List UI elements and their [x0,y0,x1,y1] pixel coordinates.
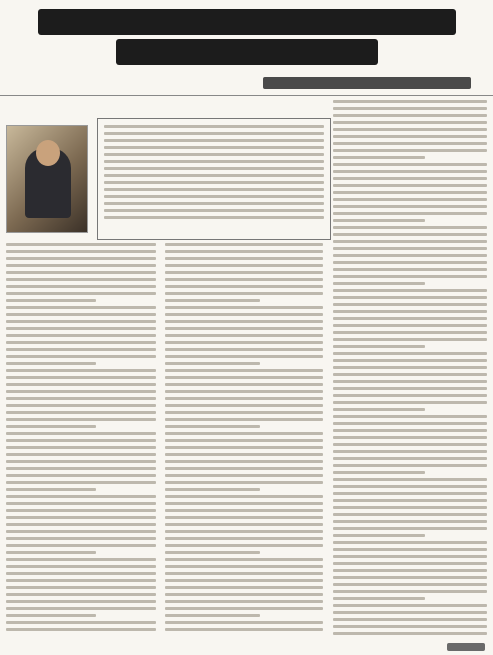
text-line [165,320,323,323]
text-line [165,481,323,484]
text-line [333,212,487,215]
text-line [165,355,323,358]
column-3 [333,100,487,639]
text-line [6,474,156,477]
text-line [165,530,323,533]
headline-line-1 [38,9,456,35]
text-line [165,425,260,428]
text-line [6,607,156,610]
text-line [165,516,323,519]
text-line [333,233,487,236]
text-line [333,387,487,390]
headline [0,6,493,68]
text-line [333,618,487,621]
text-line [333,520,487,523]
text-line [6,278,156,281]
text-line [165,299,260,302]
text-line [333,121,487,124]
text-line [333,527,487,530]
text-line [333,548,487,551]
text-line [6,446,156,449]
text-line [6,327,156,330]
text-line [333,492,487,495]
text-line [333,590,487,593]
text-line [6,544,156,547]
text-line [333,324,487,327]
text-line [333,107,487,110]
person-face [36,140,60,166]
text-line [6,488,96,491]
text-line [333,401,487,404]
text-line [165,341,323,344]
text-line [333,135,487,138]
text-line [333,359,487,362]
text-line [333,373,487,376]
text-line [333,352,487,355]
text-line [333,219,425,222]
info-line [104,153,324,156]
text-line [333,268,487,271]
text-line [6,565,156,568]
text-line [333,408,425,411]
text-line [6,320,156,323]
text-line [165,502,323,505]
text-line [165,495,323,498]
text-line [333,457,487,460]
text-line [165,579,323,582]
text-line [6,530,156,533]
text-line [6,439,156,442]
text-line [333,443,487,446]
text-line [165,313,323,316]
text-line [333,177,487,180]
text-line [333,205,487,208]
text-line [333,380,487,383]
text-line [6,453,156,456]
text-line [6,467,156,470]
text-line [333,534,425,537]
text-line [6,390,156,393]
text-line [333,576,487,579]
text-line [333,562,487,565]
text-line [6,257,156,260]
text-line [333,100,487,103]
text-line [6,537,156,540]
text-line [6,376,156,379]
info-line [104,132,324,135]
text-line [165,558,323,561]
text-line [333,583,487,586]
text-line [165,306,323,309]
header-rule [0,95,493,96]
text-line [333,289,487,292]
text-line [333,282,425,285]
text-line [165,509,323,512]
text-line [165,593,323,596]
info-line [104,181,324,184]
text-line [333,415,487,418]
text-line [6,264,156,267]
text-line [6,621,156,624]
text-line [165,467,323,470]
text-line [333,394,487,397]
text-line [165,446,323,449]
text-line [333,506,487,509]
text-line [333,611,487,614]
text-line [165,572,323,575]
text-line [165,285,323,288]
interview-info-box [97,118,331,240]
text-line [165,257,323,260]
text-line [333,254,487,257]
text-line [333,149,487,152]
text-line [6,516,156,519]
info-line [104,167,324,170]
text-line [165,390,323,393]
text-line [6,341,156,344]
text-line [333,513,487,516]
text-line [165,614,260,617]
text-line [6,600,156,603]
text-line [6,313,156,316]
text-line [333,275,487,278]
headline-line-2 [116,39,378,65]
text-line [333,436,487,439]
text-line [165,348,323,351]
text-line [6,397,156,400]
text-line [6,551,96,554]
text-line [6,579,156,582]
text-line [165,418,323,421]
text-line [6,523,156,526]
text-line [333,555,487,558]
text-line [6,614,96,617]
info-line [104,188,324,191]
text-line [333,261,487,264]
text-line [165,621,323,624]
info-line [104,139,324,142]
text-line [333,569,487,572]
text-line [165,460,323,463]
text-line [333,478,487,481]
text-line [6,586,156,589]
text-line [333,310,487,313]
text-line [165,439,323,442]
text-line [333,485,487,488]
text-line [6,362,96,365]
text-line [165,600,323,603]
text-line [333,331,487,334]
text-line [165,404,323,407]
text-line [165,551,260,554]
text-line [333,184,487,187]
text-line [333,422,487,425]
text-line [6,306,156,309]
text-line [333,170,487,173]
text-line [6,250,156,253]
text-line [333,429,487,432]
text-line [6,460,156,463]
text-line [165,432,323,435]
text-line [333,625,487,628]
text-line [6,369,156,372]
info-line [104,202,324,205]
text-line [6,628,156,631]
text-line [165,537,323,540]
text-line [6,271,156,274]
text-line [165,565,323,568]
text-line [6,285,156,288]
text-line [165,271,323,274]
text-line [333,226,487,229]
text-line [165,397,323,400]
text-line [6,243,156,246]
text-line [165,488,260,491]
text-line [6,348,156,351]
text-line [165,383,323,386]
text-line [333,597,425,600]
text-line [6,432,156,435]
text-line [333,247,487,250]
text-line [333,317,487,320]
text-line [333,604,487,607]
text-line [333,345,425,348]
text-line [6,292,156,295]
text-line [6,299,96,302]
text-line [333,296,487,299]
text-line [6,481,156,484]
text-line [165,523,323,526]
text-line [6,558,156,561]
text-line [333,191,487,194]
text-line [165,376,323,379]
text-line [165,292,323,295]
text-line [333,114,487,117]
text-line [333,240,487,243]
info-line [104,146,324,149]
text-line [333,303,487,306]
text-line [333,499,487,502]
info-line [104,195,324,198]
text-line [6,411,156,414]
text-line [333,541,487,544]
text-line [6,509,156,512]
text-line [165,586,323,589]
text-line [333,156,425,159]
text-line [333,338,487,341]
text-line [165,453,323,456]
text-line [6,593,156,596]
text-line [333,632,487,635]
continued-note [447,643,485,651]
text-line [6,404,156,407]
info-line [104,216,324,219]
column-1 [6,243,156,639]
series-byline [263,77,471,89]
text-line [165,327,323,330]
interviewee-photo [6,125,88,233]
text-line [6,502,156,505]
text-line [6,334,156,337]
text-line [6,383,156,386]
info-line [104,125,324,128]
text-line [165,264,323,267]
text-line [333,366,487,369]
text-line [6,495,156,498]
text-line [333,128,487,131]
text-line [333,163,487,166]
text-line [333,471,425,474]
text-line [165,474,323,477]
text-line [165,278,323,281]
text-line [165,334,323,337]
text-line [6,425,96,428]
text-line [165,369,323,372]
text-line [333,450,487,453]
text-line [165,607,323,610]
text-line [333,198,487,201]
text-line [165,628,323,631]
info-line [104,160,324,163]
text-line [165,250,323,253]
info-line [104,174,324,177]
text-line [333,142,487,145]
text-line [333,464,487,467]
text-line [165,362,260,365]
text-line [6,355,156,358]
text-line [165,411,323,414]
text-line [165,544,323,547]
text-line [6,572,156,575]
info-line [104,209,324,212]
text-line [6,418,156,421]
text-line [165,243,323,246]
column-2 [165,243,323,639]
